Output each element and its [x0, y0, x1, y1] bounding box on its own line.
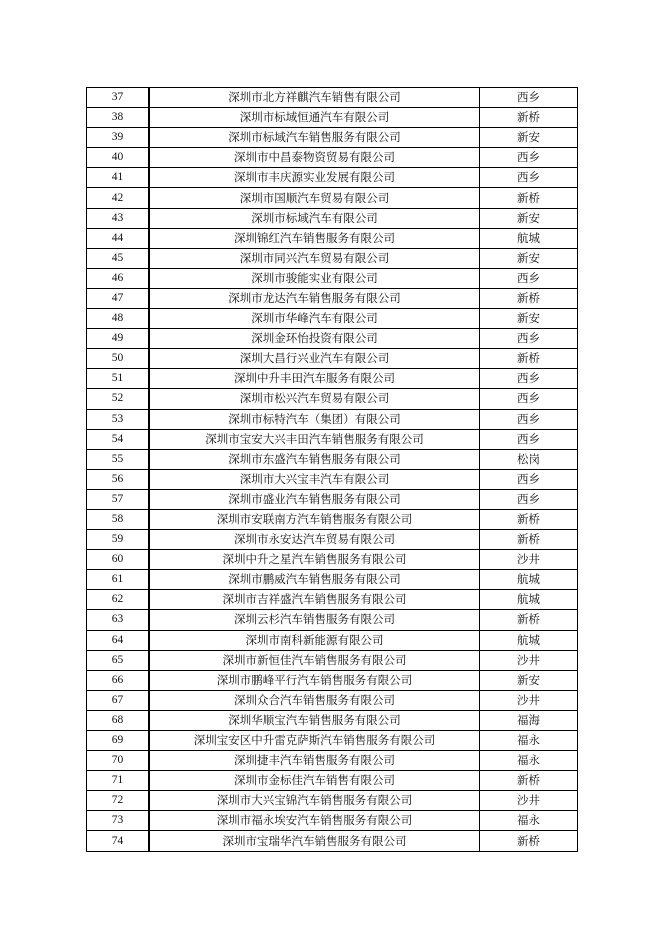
row-number-cell: 41: [87, 168, 150, 188]
company-name-cell: 深圳市吉祥盛汽车销售服务有限公司: [149, 590, 480, 610]
district-cell: 新桥: [480, 831, 578, 851]
company-name-cell: 深圳市同兴汽车贸易有限公司: [149, 248, 480, 268]
company-name-cell: 深圳锦红汽车销售服务有限公司: [149, 228, 480, 248]
row-number-cell: 38: [87, 108, 150, 128]
district-cell: 沙井: [480, 650, 578, 670]
district-cell: 西乡: [480, 268, 578, 288]
district-cell: 西乡: [480, 409, 578, 429]
row-number-cell: 65: [87, 650, 150, 670]
district-cell: 新桥: [480, 108, 578, 128]
company-name-cell: 深圳市标域汽车销售服务有限公司: [149, 128, 480, 148]
row-number-cell: 50: [87, 349, 150, 369]
company-name-cell: 深圳宝安区中升雷克萨斯汽车销售服务有限公司: [149, 731, 480, 751]
company-name-cell: 深圳市福永埃安汽车销售服务有限公司: [149, 811, 480, 831]
company-table: [86, 87, 578, 852]
district-cell: 西乡: [480, 148, 578, 168]
row-number-cell: 42: [87, 188, 150, 208]
row-number-cell: 71: [87, 771, 150, 791]
district-cell: 西乡: [480, 429, 578, 449]
table-row: [87, 469, 578, 489]
row-number-cell: 43: [87, 208, 150, 228]
table-row: [87, 731, 578, 751]
district-cell: 新桥: [480, 509, 578, 529]
district-cell: 沙井: [480, 791, 578, 811]
table-row: [87, 268, 578, 288]
table-row: [87, 710, 578, 730]
company-name-cell: 深圳众合汽车销售服务有限公司: [149, 690, 480, 710]
table-row: [87, 831, 578, 851]
company-name-cell: 深圳中升丰田汽车服务有限公司: [149, 369, 480, 389]
table-row: [87, 690, 578, 710]
row-number-cell: 58: [87, 509, 150, 529]
table-row: [87, 771, 578, 791]
row-number-cell: 48: [87, 309, 150, 329]
table-row: [87, 389, 578, 409]
row-number-cell: 49: [87, 329, 150, 349]
row-number-cell: 40: [87, 148, 150, 168]
row-number-cell: 59: [87, 530, 150, 550]
district-cell: 航城: [480, 590, 578, 610]
table-row: [87, 228, 578, 248]
row-number-cell: 66: [87, 670, 150, 690]
table-row: [87, 148, 578, 168]
district-cell: 西乡: [480, 389, 578, 409]
table-row: [87, 168, 578, 188]
district-cell: 沙井: [480, 550, 578, 570]
table-row: [87, 248, 578, 268]
district-cell: 西乡: [480, 369, 578, 389]
table-row: [87, 751, 578, 771]
company-name-cell: 深圳市大兴宝锦汽车销售服务有限公司: [149, 791, 480, 811]
table-row: [87, 288, 578, 308]
table-row: [87, 309, 578, 329]
company-name-cell: 深圳市金标佳汽车销售有限公司: [149, 771, 480, 791]
company-name-cell: 深圳市华峰汽车有限公司: [149, 309, 480, 329]
company-name-cell: 深圳市安联南方汽车销售服务有限公司: [149, 509, 480, 529]
district-cell: 新安: [480, 208, 578, 228]
row-number-cell: 63: [87, 610, 150, 630]
company-name-cell: 深圳市盛业汽车销售服务有限公司: [149, 489, 480, 509]
row-number-cell: 73: [87, 811, 150, 831]
table-row: [87, 208, 578, 228]
row-number-cell: 39: [87, 128, 150, 148]
company-name-cell: 深圳市丰庆源实业发展有限公司: [149, 168, 480, 188]
row-number-cell: 70: [87, 751, 150, 771]
company-name-cell: 深圳金环怡投资有限公司: [149, 329, 480, 349]
district-cell: 福永: [480, 731, 578, 751]
company-name-cell: 深圳市北方祥麒汽车销售有限公司: [149, 88, 480, 108]
district-cell: 航城: [480, 570, 578, 590]
row-number-cell: 47: [87, 288, 150, 308]
table-row: [87, 108, 578, 128]
district-cell: 航城: [480, 228, 578, 248]
row-number-cell: 46: [87, 268, 150, 288]
district-cell: 西乡: [480, 329, 578, 349]
row-number-cell: 68: [87, 710, 150, 730]
district-cell: 新桥: [480, 771, 578, 791]
company-table-body: [87, 88, 578, 852]
company-name-cell: 深圳市大兴宝丰汽车有限公司: [149, 469, 480, 489]
row-number-cell: 45: [87, 248, 150, 268]
table-row: [87, 650, 578, 670]
district-cell: 西乡: [480, 88, 578, 108]
district-cell: 新桥: [480, 288, 578, 308]
table-row: [87, 449, 578, 469]
company-name-cell: 深圳市鹏威汽车销售服务有限公司: [149, 570, 480, 590]
table-row: [87, 570, 578, 590]
district-cell: 新桥: [480, 188, 578, 208]
district-cell: 新安: [480, 670, 578, 690]
row-number-cell: 52: [87, 389, 150, 409]
company-name-cell: 深圳市标特汽车（集团）有限公司: [149, 409, 480, 429]
row-number-cell: 56: [87, 469, 150, 489]
company-name-cell: 深圳市骏能实业有限公司: [149, 268, 480, 288]
company-name-cell: 深圳市国顺汽车贸易有限公司: [149, 188, 480, 208]
district-cell: 西乡: [480, 469, 578, 489]
table-row: [87, 409, 578, 429]
row-number-cell: 55: [87, 449, 150, 469]
district-cell: 新桥: [480, 610, 578, 630]
company-name-cell: 深圳市宝瑞华汽车销售服务有限公司: [149, 831, 480, 851]
company-name-cell: 深圳捷丰汽车销售服务有限公司: [149, 751, 480, 771]
table-row: [87, 610, 578, 630]
row-number-cell: 54: [87, 429, 150, 449]
table-row: [87, 188, 578, 208]
table-row: [87, 489, 578, 509]
table-row: [87, 630, 578, 650]
row-number-cell: 61: [87, 570, 150, 590]
row-number-cell: 60: [87, 550, 150, 570]
table-row: [87, 429, 578, 449]
table-row: [87, 530, 578, 550]
district-cell: 西乡: [480, 168, 578, 188]
row-number-cell: 44: [87, 228, 150, 248]
row-number-cell: 64: [87, 630, 150, 650]
district-cell: 福永: [480, 811, 578, 831]
table-row: [87, 509, 578, 529]
table-row: [87, 670, 578, 690]
company-name-cell: 深圳市永安达汽车贸易有限公司: [149, 530, 480, 550]
table-row: [87, 791, 578, 811]
table-row: [87, 550, 578, 570]
company-name-cell: 深圳市宝安大兴丰田汽车销售服务有限公司: [149, 429, 480, 449]
district-cell: 新安: [480, 248, 578, 268]
company-name-cell: 深圳市标域恒通汽车有限公司: [149, 108, 480, 128]
district-cell: 航城: [480, 630, 578, 650]
company-name-cell: 深圳市中昌泰物资贸易有限公司: [149, 148, 480, 168]
company-name-cell: 深圳华顺宝汽车销售服务有限公司: [149, 710, 480, 730]
row-number-cell: 69: [87, 731, 150, 751]
company-name-cell: 深圳云杉汽车销售服务有限公司: [149, 610, 480, 630]
row-number-cell: 37: [87, 88, 150, 108]
company-name-cell: 深圳市标域汽车有限公司: [149, 208, 480, 228]
company-name-cell: 深圳大昌行兴业汽车有限公司: [149, 349, 480, 369]
company-name-cell: 深圳市鹏峰平行汽车销售服务有限公司: [149, 670, 480, 690]
row-number-cell: 51: [87, 369, 150, 389]
table-row: [87, 329, 578, 349]
district-cell: 松岗: [480, 449, 578, 469]
company-name-cell: 深圳市松兴汽车贸易有限公司: [149, 389, 480, 409]
row-number-cell: 62: [87, 590, 150, 610]
row-number-cell: 67: [87, 690, 150, 710]
district-cell: 福海: [480, 710, 578, 730]
table-row: [87, 349, 578, 369]
district-cell: 新桥: [480, 530, 578, 550]
table-row: [87, 590, 578, 610]
district-cell: 福永: [480, 751, 578, 771]
district-cell: 西乡: [480, 489, 578, 509]
district-cell: 新安: [480, 309, 578, 329]
company-name-cell: 深圳中升之星汽车销售服务有限公司: [149, 550, 480, 570]
district-cell: 沙井: [480, 690, 578, 710]
district-cell: 新安: [480, 128, 578, 148]
company-name-cell: 深圳市南科新能源有限公司: [149, 630, 480, 650]
district-cell: 新桥: [480, 349, 578, 369]
row-number-cell: 57: [87, 489, 150, 509]
company-name-cell: 深圳市龙达汽车销售服务有限公司: [149, 288, 480, 308]
row-number-cell: 72: [87, 791, 150, 811]
row-number-cell: 74: [87, 831, 150, 851]
company-name-cell: 深圳市东盛汽车销售服务有限公司: [149, 449, 480, 469]
table-row: [87, 128, 578, 148]
company-name-cell: 深圳市新恒佳汽车销售服务有限公司: [149, 650, 480, 670]
table-row: [87, 811, 578, 831]
row-number-cell: 53: [87, 409, 150, 429]
table-row: [87, 369, 578, 389]
table-row: [87, 88, 578, 108]
